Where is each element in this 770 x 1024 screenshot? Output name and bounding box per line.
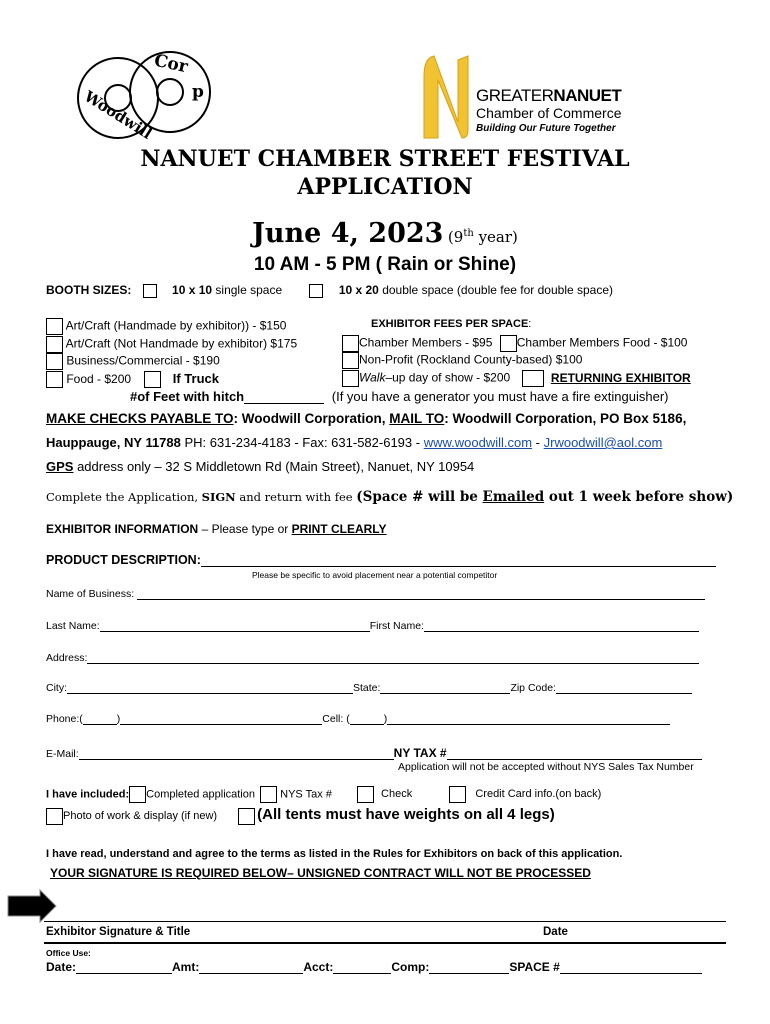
fee-checkbox[interactable] (46, 336, 63, 353)
address-field[interactable] (87, 652, 699, 664)
logo-chamber-text: Chamber of Commerce (476, 105, 622, 121)
signature-line[interactable] (44, 921, 726, 922)
city-state-zip-row (46, 682, 692, 694)
if-truck-checkbox[interactable] (144, 371, 161, 388)
fee-checkbox[interactable] (500, 335, 517, 352)
signature-label: Exhibitor Signature & Title (46, 926, 191, 938)
fee-checkbox[interactable] (342, 352, 359, 369)
fee-checkbox[interactable] (46, 371, 63, 388)
title-line-1: NANUET CHAMBER STREET FESTIVAL (140, 146, 630, 172)
address-row (46, 652, 699, 664)
fee-option-food[interactable]: Food - $200 If Truck (46, 371, 219, 388)
if-truck-label: If Truck (172, 371, 219, 386)
phone-area-code-field[interactable] (83, 713, 117, 725)
office-acct-label: Acct: (303, 960, 334, 974)
returning-exhibitor-checkbox[interactable] (522, 370, 544, 387)
product-description-note: Please be specific to avoid placement near a potential competitor (252, 570, 498, 580)
arrow-icon (6, 888, 58, 924)
edition-year: (9th year) (447, 228, 518, 246)
feet-hitch-row (130, 389, 669, 404)
exhibitor-info-heading: EXHIBITOR INFORMATION – Please type or PRINT CLEARLY (46, 522, 387, 536)
product-description-row (46, 553, 716, 567)
cell-label: Cell: ( (322, 713, 350, 725)
fee-checkbox[interactable] (342, 370, 359, 387)
date-label: Date (543, 926, 568, 938)
last-name-field[interactable] (100, 620, 370, 632)
fee-option-chamber-members[interactable]: Chamber Members - $95 Chamber Members Food - $100 (342, 335, 687, 352)
product-description-field[interactable] (201, 553, 716, 567)
name-row (46, 620, 699, 632)
signature-box-bottom (44, 942, 726, 944)
office-comp-label: Comp: (391, 960, 430, 974)
business-name-field[interactable] (137, 588, 705, 600)
payable-line-1: MAKE CHECKS PAYABLE TO: Woodwill Corporation, MAIL TO: Woodwill Corporation, PO Box 5186, (46, 411, 687, 426)
logo-tagline: Building Our Future Together (476, 123, 616, 134)
office-use-label: Office Use: (46, 948, 91, 958)
check-checkbox[interactable] (357, 786, 374, 803)
credit-card-checkbox[interactable] (449, 786, 466, 803)
phone-row: Phone:( ) Cell: ( ) (46, 713, 670, 725)
nanuet-chamber-logo (418, 52, 628, 142)
booth-10x10-size: 10 x 10 (172, 283, 213, 297)
booth-10x20-size: 10 x 20 (338, 283, 379, 297)
state-field[interactable] (380, 682, 510, 694)
photo-checkbox[interactable] (46, 808, 63, 825)
city-field[interactable] (67, 682, 353, 694)
booth-sizes-label: BOOTH SIZES: (46, 283, 132, 297)
business-name-row (46, 588, 705, 600)
exhibitor-fees-header: EXHIBITOR FEES PER SPACE: (371, 318, 532, 330)
tents-checkbox[interactable] (238, 808, 255, 825)
office-comp-field[interactable] (429, 961, 509, 974)
event-date (0, 218, 770, 249)
date-main: June 4, 2023 (252, 218, 444, 249)
logo-woodwill-text: Woodwill (81, 87, 156, 143)
title-line-2: APPLICATION (297, 174, 473, 200)
feet-hitch-label: #of Feet with hitch (130, 389, 245, 404)
zip-label: Zip Code: (510, 682, 556, 694)
nys-tax-checkbox[interactable] (260, 786, 277, 803)
email-tax-row (46, 746, 702, 760)
returning-exhibitor-label: RETURNING EXHIBITOR (550, 370, 691, 385)
fee-option-walkup[interactable]: Walk–up day of show - $200 RETURNING EXHIBITOR (342, 370, 691, 387)
city-label: City: (46, 682, 67, 694)
state-label: State: (353, 682, 381, 694)
office-space-label: SPACE # (509, 960, 560, 974)
ny-tax-label: NY TAX # (393, 746, 447, 760)
photo-row: Photo of work & display (if new) (All tents must have weights on all 4 legs) (46, 806, 555, 825)
phone-field[interactable] (120, 713, 322, 725)
logo-p-text: p (192, 82, 204, 102)
completed-application-checkbox[interactable] (129, 786, 146, 803)
office-date-label: Date: (46, 960, 77, 974)
office-space-field[interactable] (560, 961, 702, 974)
booth-10x20-desc: double space (double fee for double space) (378, 283, 614, 297)
fee-option-artcraft-not-handmade[interactable]: Art/Craft (Not Handmade by exhibitor) $175 (46, 336, 297, 353)
last-name-label: Last Name: (46, 620, 100, 632)
logo-corp-text: Cor (152, 50, 190, 78)
email-field[interactable] (79, 748, 394, 760)
cell-area-code-field[interactable] (350, 713, 384, 725)
feet-hitch-field[interactable] (244, 391, 324, 404)
tax-note: Application will not be accepted without NYS Sales Tax Number (398, 761, 694, 773)
event-time: 10 AM - 5 PM ( Rain or Shine) (253, 254, 517, 275)
zip-field[interactable] (556, 682, 692, 694)
product-description-label: PRODUCT DESCRIPTION: (46, 553, 201, 567)
first-name-label: First Name: (369, 620, 424, 632)
fee-checkbox[interactable] (46, 318, 63, 335)
phone-label: Phone:( (46, 713, 83, 725)
signature-required-note: YOUR SIGNATURE IS REQUIRED BELOW– UNSIGNED CONTRACT WILL NOT BE PROCESSED (50, 866, 591, 880)
office-amt-field[interactable] (199, 961, 303, 974)
office-acct-field[interactable] (333, 961, 391, 974)
business-name-label: Name of Business: (46, 588, 135, 600)
woodwill-logo (74, 44, 214, 154)
logo-nanuet-text: NANUET (553, 86, 622, 105)
booth-10x20-checkbox[interactable] (309, 284, 323, 298)
payable-line-2: Hauppauge, NY 11788 PH: 631-234-4183 - Fax: 631-582-6193 - www.woodwill.com - Jrwoodwill@aol.com (46, 435, 663, 450)
booth-10x10-checkbox[interactable] (143, 284, 157, 298)
complete-instructions: Complete the Application, SIGN and return with fee (Space # will be Emailed out 1 week before show) (46, 489, 734, 505)
first-name-field[interactable] (424, 620, 699, 632)
fee-checkbox[interactable] (342, 335, 359, 352)
tents-note: (All tents must have weights on all 4 legs) (257, 806, 555, 823)
office-amt-label: Amt: (172, 960, 200, 974)
fee-option-artcraft-handmade[interactable]: Art/Craft (Handmade by exhibitor)) - $150 (46, 318, 286, 335)
fee-option-chamber-members-food: Chamber Members Food - $100 (516, 335, 688, 350)
fee-option-business[interactable]: Business/Commercial - $190 (46, 353, 220, 370)
fee-checkbox[interactable] (46, 353, 63, 370)
ny-tax-field[interactable] (447, 748, 702, 760)
office-use-row (46, 960, 702, 974)
agreement-text: I have read, understand and agree to the terms as listed in the Rules for Exhibitors on back of this application. (46, 848, 623, 860)
generator-note: (If you have a generator you must have a fire extinguisher) (331, 389, 669, 404)
booth-10x10-desc: single space (212, 283, 283, 297)
cell-field[interactable] (387, 713, 670, 725)
office-date-field[interactable] (76, 961, 172, 974)
address-label: Address: (46, 652, 88, 664)
email-link[interactable]: Jrwoodwill@aol.com (543, 435, 663, 450)
included-row: I have included: Completed application NYS Tax # Check Credit Card info.(on back) (46, 786, 601, 803)
gps-line: GPS address only – 32 S Middletown Rd (Main Street), Nanuet, NY 10954 (46, 459, 475, 474)
booth-sizes-row (46, 283, 613, 298)
email-label: E-Mail: (46, 748, 79, 760)
fee-option-nonprofit[interactable]: Non-Profit (Rockland County-based) $100 (342, 352, 582, 369)
included-label: I have included: (46, 788, 130, 801)
logo-greater-text: GREATER (476, 86, 554, 105)
website-link[interactable]: www.woodwill.com (423, 435, 533, 450)
